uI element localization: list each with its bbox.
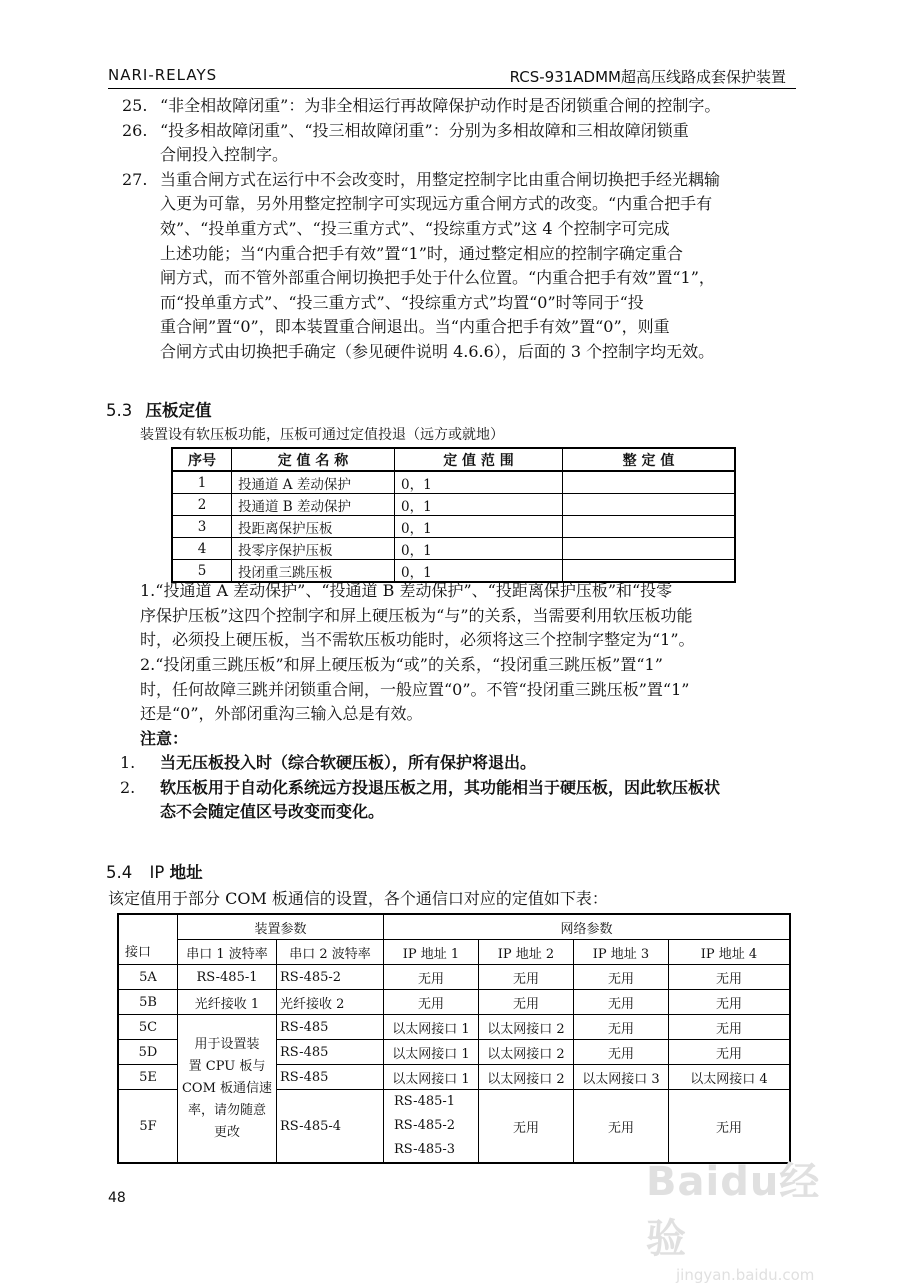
cell: 无用 [479,990,574,1015]
baidu-watermark [646,1150,846,1284]
cell: 无用 [479,965,574,990]
page-number: 48 [108,1190,126,1206]
list-line: 合闸方式由切换把手确定（参见硬件说明 4.6.6），后面的 3 个控制字均无效。 [160,341,715,361]
table-row [172,538,735,560]
cell: 以太网接口 1 [384,1015,479,1040]
list-line: 而“投单重方式”、“投三重方式”、“投综重方式”均置“0”时等同于“投 [160,292,644,312]
note-line: 软压板用于自动化系统远方投退压板之用，其功能相当于硬压板，因此软压板状 [160,777,721,797]
para-line: 序保护压板”这四个控制字和屏上硬压板为“与”的关系，当需要利用软压板功能 [140,605,693,625]
list-num: 27. [122,169,148,189]
list-line: “非全相故障闭重”：为非全相运行再故障保护动作时是否闭锁重合闸的控制字。 [160,96,721,115]
table-row [118,965,790,990]
cell: 无用 [669,990,791,1015]
cell-multi [384,1090,479,1164]
col-header: IP 地址 3 [574,940,669,965]
cell: 无用 [574,990,669,1015]
list-item-27 [122,168,802,365]
section-5-4-heading [106,859,203,883]
cell: 投距离保护压板 [232,516,395,538]
cell-line: RS-485-3 [394,1142,456,1157]
watermark-url: jingyan.baidu.com [676,1266,815,1284]
section-number: 5.3 [106,401,133,420]
section-number: 5.4 [106,863,133,882]
cell-port: 5C [118,1015,178,1040]
header-rule [108,88,796,89]
section-5-3-intro: 装置设有软压板功能，压板可通过定值投退（远方或就地） [140,427,504,443]
table-row [172,471,735,494]
note-line: 置 CPU 板与 [188,1058,266,1074]
note-line: 用于设置装 [194,1036,260,1052]
list-line: 当重合闸方式在运行中不会改变时，用整定控制字比由重合闸切换把手经光耦输 [160,169,721,189]
cell-line: RS-485-2 [394,1118,456,1133]
cell-setting[interactable] [563,538,736,560]
section-5-3-heading [106,397,212,421]
col-header-port: 接口 [118,914,178,965]
ip-address-table [117,913,791,1164]
cell: 无用 [669,1090,791,1164]
para-line: 2.“投闭重三跳压板”和屏上硬压板为“或”的关系，“投闭重三跳压板”置“1” [140,655,663,674]
list-line: “投多相故障闭重”、“投三相故障闭重”：分别为多相故障和三相故障闭锁重 [160,120,689,140]
table-group-header-row [118,914,790,940]
cell: 无用 [574,1040,669,1065]
para-line: 还是“0”，外部闭重沟三输入总是有效。 [140,704,423,724]
cell: 光纤接收 1 [178,990,277,1015]
col-header: 整 定 值 [563,448,736,471]
cell: 无用 [669,1040,791,1065]
cell: 无用 [574,1015,669,1040]
list-item-25 [122,94,802,119]
table-row [172,516,735,538]
list-line: 重合闸”置“0”，即本装置重合闸退出。当“内重合把手有效”置“0”，则重 [160,317,670,337]
cell: 无用 [479,1090,574,1164]
note-line: COM 板通信速 [181,1080,273,1096]
pressure-plate-table [171,447,736,583]
cell: 投通道 B 差动保护 [232,494,395,516]
cell: 3 [172,516,232,538]
list-line: 合闸投入控制字。 [160,145,289,165]
section-title-prefix: IP [149,863,165,882]
cell: 1 [172,471,232,494]
cell-port: 5F [118,1090,178,1164]
cell: 投通道 A 差动保护 [232,471,395,494]
list-num: 25. [122,96,148,115]
cell: 无用 [574,1090,669,1164]
cell: 无用 [669,965,791,990]
cell: 投闭重三跳压板 [232,560,395,583]
cell-line: RS-485-1 [394,1094,456,1109]
section-5-4-intro: 该定值用于部分 COM 板通信的设置，各个通信口对应的定值如下表： [108,889,608,908]
table-row [172,494,735,516]
list-line: 闸方式，而不管外部重合闸切换把手处于什么位置。“内重合把手有效”置“1”， [160,268,715,288]
para-line: 时，任何故障三跳并闭锁重合闸，一般应置“0”。不管“投闭重三跳压板”置“1” [140,679,690,699]
header-right-title: RCS-931ADMM超高压线路成套保护装置 [509,68,786,86]
note-num: 1. [120,753,136,772]
cell: 0，1 [395,560,563,583]
table-header-row [172,448,735,471]
list-line: 入更为可靠，另外用整定控制字可实现远方重合闸方式的改变。“内重合把手有 [160,194,713,214]
cell: 5 [172,560,232,583]
list-line: 上述功能；当“内重合把手有效”置“1”时，通过整定相应的控制字确定重合 [160,243,683,263]
para-line: 1.“投通道 A 差动保护”、“投通道 B 差动保护”、“投距离保护压板”和“投零 [140,581,673,600]
cell: 以太网接口 1 [384,1040,479,1065]
cell: 0，1 [395,471,563,494]
group-header-network: 网络参数 [384,914,791,940]
cell: RS-485-4 [277,1090,384,1164]
group-header-device: 装置参数 [178,914,384,940]
section-5-3-para1 [140,579,800,653]
col-header: IP 地址 4 [669,940,791,965]
cell-setting[interactable] [563,516,736,538]
note-label: 注意： [140,729,189,748]
cell: 以太网接口 4 [669,1065,791,1090]
cell: RS-485 [277,1015,384,1040]
cell: 0，1 [395,538,563,560]
cell: 以太网接口 2 [479,1015,574,1040]
control-word-list [122,94,802,365]
cell: 投零序保护压板 [232,538,395,560]
cell: 光纤接收 2 [277,990,384,1015]
list-num: 26. [122,120,148,140]
note-item [120,776,810,825]
cell: 0，1 [395,494,563,516]
cell: 以太网接口 2 [479,1065,574,1090]
table-header-row [118,940,790,965]
note-line: 态不会随定值区号改变而变化。 [160,802,385,822]
note-line: 更改 [213,1124,240,1140]
table-row [118,1015,790,1040]
cell: 以太网接口 3 [574,1065,669,1090]
cell-port: 5B [118,990,178,1015]
cell: 无用 [669,1015,791,1040]
cell: 无用 [384,990,479,1015]
note-line: 率，请勿随意 [187,1102,266,1118]
col-header: 序号 [172,448,232,471]
watermark-logo: Baidu经验 [646,1159,821,1262]
cell-port: 5E [118,1065,178,1090]
notes-list [120,751,810,825]
cell: 以太网接口 1 [384,1065,479,1090]
cell: RS-485-1 [178,965,277,990]
cell: RS-485 [277,1040,384,1065]
note-line: 当无压板投入时（综合软硬压板），所有保护将退出。 [160,753,537,772]
col-header: 定 值 范 围 [395,448,563,471]
cell: RS-485 [277,1065,384,1090]
header-left-brand: NARI-RELAYS [108,66,218,84]
cell-port: 5D [118,1040,178,1065]
para-line: 时，必须投上硬压板，当不需软压板功能时，必须将这三个控制字整定为“1”。 [140,630,695,650]
section-title: 压板定值 [145,401,212,420]
col-header: 定 值 名 称 [232,448,395,471]
note-item [120,751,810,776]
merged-note-cell [178,1015,277,1164]
list-line: 效”、“投单重方式”、“投三重方式”、“投综重方式”这 4 个控制字可完成 [160,218,670,238]
cell: 2 [172,494,232,516]
cell-setting[interactable] [563,471,736,494]
cell-setting[interactable] [563,494,736,516]
list-item-26 [122,119,802,168]
cell: 无用 [574,965,669,990]
cell: 无用 [384,965,479,990]
col-header: IP 地址 1 [384,940,479,965]
col-header: IP 地址 2 [479,940,574,965]
table-row [118,990,790,1015]
cell: RS-485-2 [277,965,384,990]
col-header: 串口 1 波特率 [178,940,277,965]
note-num: 2. [120,777,136,797]
cell: 4 [172,538,232,560]
section-5-3-para2 [140,653,800,727]
section-title: 地址 [169,863,203,882]
col-header: 串口 2 波特率 [277,940,384,965]
cell: 0，1 [395,516,563,538]
cell-port: 5A [118,965,178,990]
cell: 以太网接口 2 [479,1040,574,1065]
